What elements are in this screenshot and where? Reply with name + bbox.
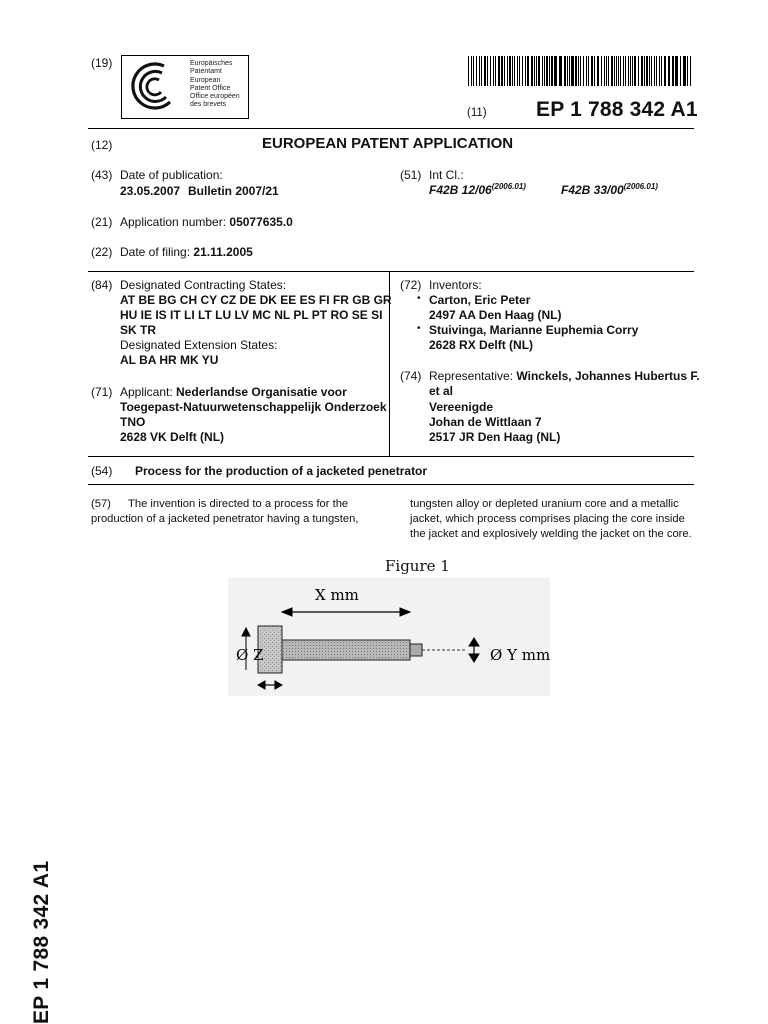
barcode-bar: [546, 56, 548, 86]
barcode-bar: [591, 56, 593, 86]
filing-line: [120, 245, 253, 259]
barcode-bar: [616, 56, 617, 86]
x-dimension-label: X mm: [315, 586, 359, 604]
barcode-bar: [632, 56, 633, 86]
epo-emblem-icon: [124, 56, 186, 118]
epo-logo: [121, 55, 249, 119]
application-number: 05077635.0: [229, 215, 293, 229]
barcode-bar: [597, 56, 599, 86]
barcode-bar: [527, 56, 529, 86]
divider: [88, 128, 694, 129]
representative-city: 2517 JR Den Haag (NL): [429, 430, 561, 444]
filing-label: Date of filing:: [120, 245, 191, 259]
abstract-text: The invention is directed to a process for the: [128, 498, 349, 510]
abstract-line: [91, 497, 348, 512]
states-line: HU IE IS IT LI LT LU LV MC NL PL PT RO SE SI: [120, 308, 383, 322]
class-code: F42B 33/00: [561, 183, 624, 197]
barcode-bar: [484, 56, 486, 86]
barcode-bar: [641, 56, 643, 86]
code-84: (84): [91, 278, 113, 292]
publication-date: 23.05.2007: [120, 184, 181, 198]
bulletin: Bulletin 2007/21: [188, 184, 279, 198]
barcode-bar: [525, 56, 526, 86]
y-dimension-label: Ø Y mm: [490, 646, 551, 664]
states-label: Designated Contracting States:: [120, 278, 287, 292]
barcode-bar: [569, 56, 570, 86]
abstract-line: jacket, which process comprises placing the core inside: [410, 513, 685, 525]
barcode-bar: [575, 56, 577, 86]
barcode-bar: [690, 56, 691, 86]
office-line: Office européen: [190, 93, 240, 101]
bullet: •: [417, 323, 421, 334]
states-line: SK TR: [120, 323, 156, 337]
barcode-bar: [680, 56, 681, 86]
barcode-bar: [559, 56, 562, 86]
code-11: (11): [467, 107, 487, 119]
abstract-line: tungsten alloy or depleted uranium core and a metallic: [410, 498, 679, 510]
office-line: Europäisches: [190, 60, 233, 67]
inventor-address: 2628 RX Delft (NL): [429, 338, 534, 352]
class-version: (2006.01): [623, 182, 658, 191]
code-51: (51): [400, 168, 422, 182]
int-cl-2: [561, 182, 658, 197]
bullet: •: [417, 293, 421, 304]
barcode-bar: [654, 56, 655, 86]
barcode-bar: [567, 56, 568, 86]
barcode-bar: [517, 56, 518, 86]
barcode-bar: [628, 56, 629, 86]
barcode-bar: [512, 56, 513, 86]
barcode-bar: [601, 56, 602, 86]
barcode-bar: [473, 56, 474, 86]
divider: [88, 456, 694, 457]
representative-firm: Vereenigde: [429, 400, 494, 414]
barcode-bar: [531, 56, 533, 86]
z-dimension-label: Ø Z: [236, 646, 264, 664]
code-43: (43): [91, 168, 113, 182]
barcode-bar: [586, 56, 587, 86]
barcode-bar: [623, 56, 624, 86]
barcode-bar: [554, 56, 557, 86]
barcode-bar: [649, 56, 650, 86]
publication-number: EP 1 788 342 A1: [536, 98, 698, 121]
office-names: [190, 60, 240, 110]
document-type: EUROPEAN PATENT APPLICATION: [262, 135, 514, 152]
barcode-bar: [538, 56, 540, 86]
code-72: (72): [400, 278, 422, 292]
barcode-bar: [625, 56, 626, 86]
barcode-bar: [664, 56, 666, 86]
representative-street: Johan de Wittlaan 7: [429, 415, 542, 429]
abstract-line: production of a jacketed penetrator having a tungsten,: [91, 513, 359, 525]
class-code: F42B 12/06: [429, 183, 492, 197]
barcode-bar: [661, 56, 662, 86]
barcode-bar: [481, 56, 482, 86]
barcode-bar: [487, 56, 488, 86]
divider: [88, 484, 694, 485]
barcode-bar: [549, 56, 550, 86]
barcode-bar: [564, 56, 566, 86]
code-74: (74): [400, 369, 422, 383]
barcode-bar: [468, 56, 469, 86]
barcode-bar: [646, 56, 648, 86]
penetrator-tip: [410, 644, 422, 656]
barcode-bar: [551, 56, 553, 86]
barcode-bar: [651, 56, 652, 86]
barcode-bar: [493, 56, 494, 86]
barcode-bar: [571, 56, 574, 86]
extension-states: AL BA HR MK YU: [120, 353, 219, 367]
barcode-bar: [476, 56, 477, 86]
barcode-bar: [656, 56, 657, 86]
barcode-bar: [498, 56, 500, 86]
representative-name: et al: [429, 384, 454, 398]
representative-name: Winckels, Johannes Hubertus F.: [516, 369, 700, 383]
office-line: des brevets: [190, 101, 227, 109]
barcode-bar: [544, 56, 545, 86]
barcode-bar: [659, 56, 660, 86]
applicant-name: Toegepast-Natuurwetenschappelijk Onderzoek: [120, 400, 387, 414]
barcode-bar: [608, 56, 609, 86]
barcode: [468, 56, 692, 86]
code-21: (21): [91, 215, 113, 229]
barcode-bar: [542, 56, 543, 86]
barcode-bar: [668, 56, 670, 86]
inventor-name: Stuivinga, Marianne Euphemia Corry: [429, 323, 639, 337]
barcode-bar: [514, 56, 515, 86]
applicant-label: Applicant:: [120, 385, 173, 399]
barcode-bar: [578, 56, 579, 86]
barcode-bar: [675, 56, 678, 86]
int-cl-1: [429, 182, 526, 197]
application-label: Application number:: [120, 215, 227, 229]
representative-line: [429, 369, 700, 383]
application-number-line: [120, 215, 293, 229]
side-publication-number: EP 1 788 342 A1: [30, 860, 53, 1024]
penetrator-figure: [228, 578, 568, 698]
barcode-bar: [672, 56, 674, 86]
filing-date: 21.11.2005: [193, 245, 253, 259]
inventors-label: Inventors:: [429, 278, 482, 292]
barcode-bar: [644, 56, 645, 86]
barcode-bar: [583, 56, 584, 86]
code-54: (54): [91, 464, 113, 478]
barcode-bar: [522, 56, 523, 86]
figure-caption: Figure 1: [385, 557, 450, 575]
office-line: European: [190, 76, 221, 84]
barcode-bar: [471, 56, 472, 86]
publication-label: Date of publication:: [120, 168, 223, 182]
penetrator-body: [282, 640, 410, 660]
barcode-bar: [495, 56, 496, 86]
barcode-bar: [630, 56, 631, 86]
code-57: (57): [91, 498, 111, 510]
barcode-bar: [501, 56, 503, 86]
barcode-bar: [534, 56, 535, 86]
office-line: Patent Office: [190, 84, 231, 92]
barcode-bar: [594, 56, 595, 86]
applicant-name: TNO: [120, 415, 146, 429]
states-line: AT BE BG CH CY CZ DE DK EE ES FI FR GB GR: [120, 293, 392, 307]
class-version: (2006.01): [491, 182, 526, 191]
barcode-bar: [687, 56, 688, 86]
divider: [88, 271, 694, 272]
barcode-bar: [614, 56, 615, 86]
extension-label: Designated Extension States:: [120, 338, 278, 352]
invention-title: Process for the production of a jacketed penetrator: [135, 464, 428, 478]
int-cl-label: Int Cl.:: [429, 168, 464, 182]
applicant-name: Nederlandse Organisatie voor: [176, 385, 347, 399]
code-22: (22): [91, 245, 113, 259]
applicant-line: [120, 385, 347, 399]
barcode-bar: [620, 56, 621, 86]
barcode-bar: [479, 56, 480, 86]
barcode-bar: [683, 56, 686, 86]
barcode-bar: [618, 56, 619, 86]
barcode-bar: [509, 56, 511, 86]
abstract-line: the jacket and explosively welding the jacket on the core.: [410, 528, 692, 540]
barcode-bar: [634, 56, 636, 86]
code-71: (71): [91, 385, 113, 399]
office-line: Patentamt: [190, 68, 222, 76]
barcode-bar: [580, 56, 581, 86]
barcode-bar: [588, 56, 589, 86]
barcode-bar: [638, 56, 639, 86]
barcode-bar: [604, 56, 605, 86]
barcode-bar: [536, 56, 537, 86]
barcode-bar: [606, 56, 607, 86]
barcode-bar: [519, 56, 520, 86]
code-19: (19): [91, 56, 113, 70]
inventor-name: Carton, Eric Peter: [429, 293, 531, 307]
representative-label: Representative:: [429, 369, 514, 383]
barcode-bar: [611, 56, 613, 86]
barcode-bar: [504, 56, 505, 86]
applicant-address: 2628 VK Delft (NL): [120, 430, 225, 444]
inventor-address: 2497 AA Den Haag (NL): [429, 308, 562, 322]
code-12: (12): [91, 138, 113, 152]
barcode-bar: [490, 56, 491, 86]
barcode-bar: [507, 56, 508, 86]
